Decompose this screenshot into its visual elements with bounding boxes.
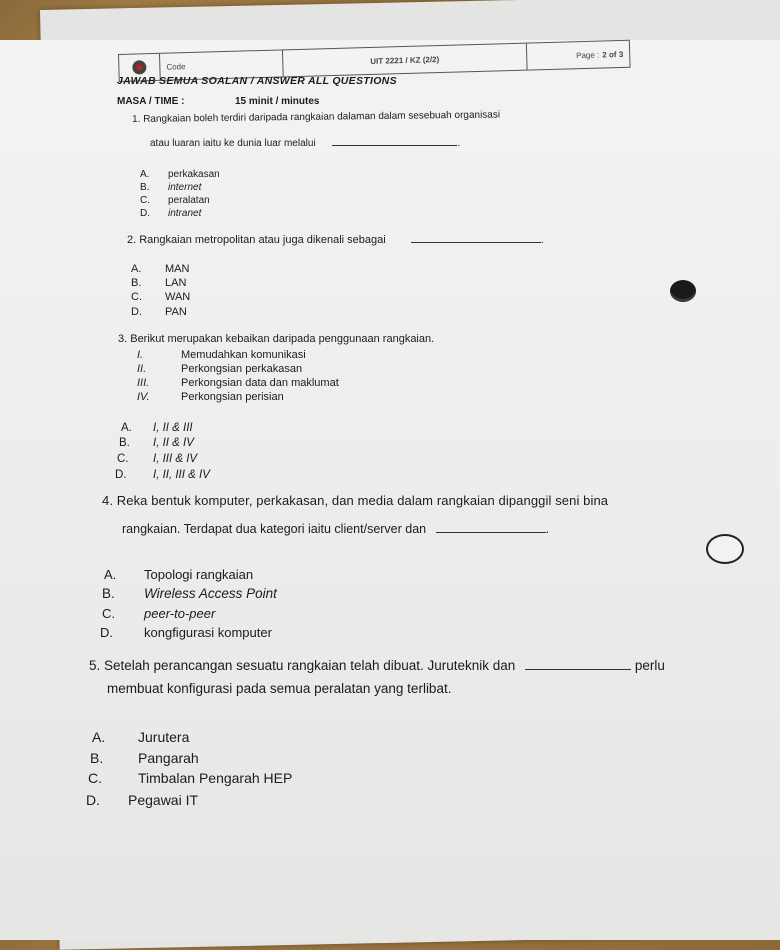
q3-item-1 [137, 349, 306, 361]
option-text: internet [168, 182, 202, 193]
option-text: I, II, III & IV [153, 469, 210, 481]
item-text: Perkongsian perisian [181, 391, 284, 403]
page-number: 2 of 3 [602, 49, 624, 59]
item-numeral: I. [137, 349, 144, 361]
code-label: Code [166, 61, 186, 72]
option-letter: C. [117, 453, 129, 465]
q4-option-c[interactable] [102, 606, 215, 621]
q4-option-a[interactable] [104, 567, 253, 582]
option-letter: D. [86, 792, 100, 808]
answer-blank-4[interactable] [436, 532, 546, 533]
q1-option-c[interactable] [140, 195, 210, 206]
option-letter: C. [140, 195, 150, 206]
option-text: Pegawai IT [128, 792, 199, 808]
option-text: I, II & III [153, 422, 193, 434]
option-letter: A. [104, 567, 117, 582]
option-text: I, III & IV [153, 453, 198, 465]
q3-item-4 [137, 391, 284, 403]
option-text: perkakasan [168, 169, 220, 180]
question-5-line1b: perlu [634, 658, 665, 673]
q2-option-b[interactable] [131, 277, 186, 289]
option-letter: A. [92, 729, 106, 745]
q5-option-d[interactable] [86, 792, 198, 808]
answer-blank-5[interactable] [525, 669, 631, 670]
item-text: Memudahkan komunikasi [181, 349, 306, 361]
question-5-line1: 5. Setelah perancangan sesuatu rangkaian telah dibuat. Juruteknik dan [89, 658, 516, 673]
option-text: kongfigurasi komputer [144, 625, 272, 640]
item-numeral: III. [137, 377, 150, 389]
q3-item-3 [137, 377, 339, 389]
answer-blank-1[interactable] [332, 145, 457, 146]
question-2-end: . [540, 234, 544, 246]
option-text: PAN [165, 306, 187, 318]
option-letter: C. [102, 606, 115, 621]
question-5-line2: membuat konfigurasi pada semua peralatan yang terlibat. [107, 681, 452, 696]
q3-option-c[interactable] [117, 453, 197, 465]
q3-option-d[interactable] [115, 469, 210, 481]
option-text: intranet [168, 208, 202, 219]
question-4-line1: 4. Reka bentuk komputer, perkakasan, dan media dalam rangkaian dipanggil seni bina [102, 493, 609, 508]
punch-hole-top [670, 280, 696, 302]
option-text: Pangarah [138, 750, 199, 766]
option-letter: C. [131, 291, 142, 303]
question-4-line2-row [122, 522, 549, 536]
option-text: Timbalan Pengarah HEP [138, 770, 293, 786]
answer-blank-2[interactable] [411, 242, 541, 243]
option-letter: D. [115, 469, 127, 481]
q5-option-c[interactable] [88, 770, 292, 786]
option-text: Jurutera [138, 729, 190, 745]
item-numeral: IV. [137, 391, 150, 403]
punch-hole-right [706, 534, 744, 564]
option-letter: B. [90, 750, 104, 766]
time-value: 15 minit / minutes [235, 96, 320, 107]
option-letter: D. [100, 625, 113, 640]
q3-option-b[interactable] [119, 437, 194, 449]
option-text: peralatan [168, 195, 210, 206]
q3-option-a[interactable] [121, 422, 193, 434]
option-letter: D. [140, 208, 150, 219]
question-5 [89, 658, 665, 673]
question-1-line1: 1. Rangkaian boleh terdiri daripada rangkaian dalaman dalam sesebuah organisasi [132, 109, 501, 125]
option-letter: B. [119, 437, 130, 449]
question-2 [127, 234, 544, 246]
question-4-end: . [545, 522, 550, 536]
option-letter: A. [121, 422, 132, 434]
q3-item-2 [137, 363, 302, 375]
page-label: Page : [576, 50, 600, 60]
q1-option-d[interactable] [140, 208, 201, 219]
question-4-line2: rangkaian. Terdapat dua kategori iaitu client/server dan [122, 522, 427, 536]
question-3-line1: 3. Berikut merupakan kebaikan daripada penggunaan rangkaian. [118, 333, 435, 345]
option-letter: D. [131, 306, 142, 318]
subject-cell [283, 44, 528, 77]
q4-option-b[interactable] [102, 586, 277, 601]
q5-option-b[interactable] [90, 750, 199, 766]
option-text: MAN [165, 263, 190, 275]
q2-option-a[interactable] [131, 263, 189, 275]
q1-option-a[interactable] [140, 169, 220, 180]
option-letter: A. [140, 169, 150, 180]
option-letter: A. [131, 263, 142, 275]
option-text: Topologi rangkaian [144, 567, 254, 582]
item-text: Perkongsian data dan maklumat [181, 377, 339, 389]
q4-option-d[interactable] [100, 625, 272, 640]
question-1-line2-row [150, 138, 460, 149]
q2-option-d[interactable] [131, 306, 187, 318]
option-letter: B. [102, 586, 115, 601]
instructions: JAWAB SEMUA SOALAN / ANSWER ALL QUESTIONS [117, 75, 397, 87]
option-text: WAN [165, 291, 191, 303]
option-text: LAN [165, 277, 187, 289]
subject-code: UIT 2221 / KZ (2/2) [370, 54, 440, 66]
page-cell [527, 41, 630, 70]
option-text: I, II & IV [153, 437, 194, 449]
option-text: peer-to-peer [144, 606, 216, 621]
option-text: Wireless Access Point [144, 586, 277, 601]
question-2-line1: 2. Rangkaian metropolitan atau juga dikenali sebagai [127, 234, 386, 246]
q5-option-a[interactable] [92, 729, 189, 745]
question-3 [118, 333, 434, 345]
question-5-line2-row [107, 681, 451, 696]
option-letter: C. [88, 770, 102, 786]
option-letter: B. [131, 277, 142, 289]
item-text: Perkongsian perkakasan [181, 363, 303, 375]
time-label: MASA / TIME : [117, 96, 185, 107]
item-numeral: II. [137, 363, 147, 375]
exam-page [0, 40, 780, 940]
q2-option-c[interactable] [131, 291, 190, 303]
question-1 [132, 110, 500, 125]
q1-option-b[interactable] [140, 182, 201, 193]
option-letter: B. [140, 182, 150, 193]
question-1-end: . [457, 138, 461, 149]
question-4 [102, 493, 608, 508]
logo-icon [132, 60, 146, 74]
question-1-line2: atau luaran iaitu ke dunia luar melalui [150, 138, 316, 149]
